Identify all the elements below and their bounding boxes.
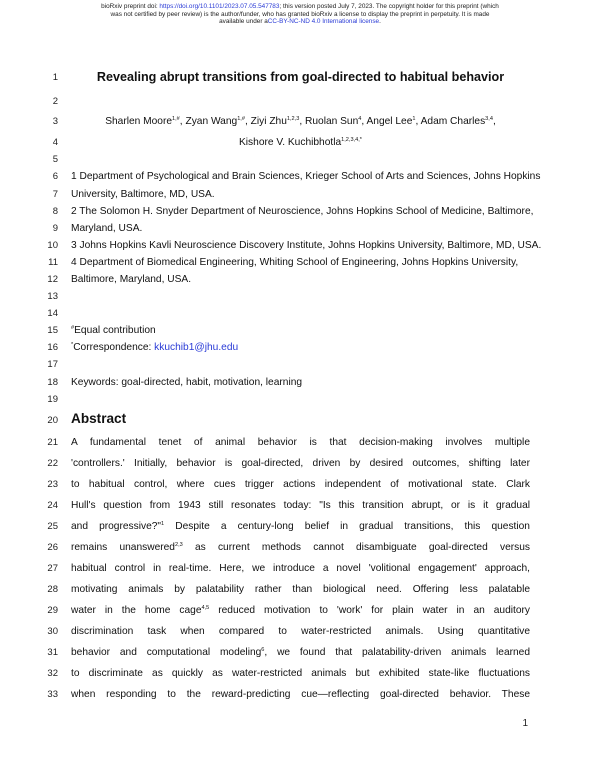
- abstract-line: behavior and computational modeling$^6$, we found that palatability-driven animals learned: [71, 647, 531, 658]
- abstract-line: remains unanswered$^{2,3}$ as current methods cannot disambiguate goal-directed versus: [71, 542, 530, 553]
- abstract-line: 'controllers.' Initially, behavior is goal-directed, driven by desired outcomes, shifting later: [71, 458, 530, 469]
- abstract-line: to discriminate as quickly as water-restricted animals but exhibited state-like fluctuations: [71, 668, 530, 679]
- author-list: [71, 116, 530, 128]
- abstract-line: Hull's question from 1943 still resonates today: "Is this transition abrupt, or is it gradual: [71, 500, 530, 511]
- affiliation-4-line-1: 4 Department of Biomedical Engineering, Whiting School of Engineering, Johns Hopkins University,: [71, 257, 519, 268]
- line-number: 16: [47, 342, 58, 353]
- license-link[interactable]: CC-BY-NC-ND 4.0 International license: [267, 18, 380, 26]
- affiliation-1-line-1: 1 Department of Psychological and Brain Sciences, Krieger School of Arts and Sciences, Johns Hopkins: [71, 171, 541, 182]
- line-number: 6: [52, 171, 58, 182]
- abstract-line: discrimination task when compared to water-restricted animals. Using quantitative: [71, 626, 530, 637]
- line-number: 33: [47, 689, 58, 700]
- line-number: 18: [47, 377, 58, 388]
- line-number: 21: [47, 437, 58, 448]
- line-number: 11: [48, 257, 58, 268]
- line-number: 23: [47, 479, 58, 490]
- line-number: 24: [47, 500, 58, 511]
- line-number: 27: [47, 563, 58, 574]
- doi-link[interactable]: https://doi.org/10.1101/2023.07.05.547783: [159, 3, 280, 10]
- line-number: 31: [47, 647, 58, 658]
- author: Adam Charles$^{3,4}$,: [420, 116, 496, 127]
- author: Ruolan Sun$^4$,: [305, 116, 367, 127]
- abstract-line: habitual control in real-time. Here, we introduce a novel 'volitional engagement' approach,: [71, 563, 530, 574]
- author: Ziyi Zhu$^{1,2,3}$,: [250, 116, 305, 127]
- line-number: 4: [52, 137, 58, 148]
- affiliation-1-line-2: University, Baltimore, MD, USA.: [71, 189, 215, 200]
- citation: 6: [261, 647, 265, 653]
- equal-contribution-note: #Equal contribution: [71, 325, 156, 336]
- abstract-heading: Abstract: [71, 411, 127, 426]
- line-number: 1: [52, 72, 58, 83]
- line-number: 25: [47, 521, 58, 532]
- line-number: 9: [52, 223, 58, 234]
- abstract-line: when responding to the reward-predicting cue—reflecting goal-directed behavior. These: [71, 689, 530, 700]
- abstract-line: A fundamental tenet of animal behavior is that decision-making involves multiple: [71, 437, 530, 448]
- author: Angel Lee$^1$,: [366, 116, 421, 127]
- affiliation-4-line-2: Baltimore, Maryland, USA.: [71, 274, 192, 285]
- line-number: 19: [47, 394, 58, 405]
- line-number: 28: [47, 584, 58, 595]
- author: Zyan Wang$^{1,\#}$,: [185, 116, 251, 127]
- line-number: 7: [52, 189, 58, 200]
- line-number: 15: [47, 325, 58, 336]
- header-line-2: was not certified by peer review) is the author/funder, who has granted bioRxiv a license to display the preprint in perpetuity. It is made: [110, 10, 490, 18]
- author: Sharlen Moore$^{1,\#}$,: [105, 116, 186, 127]
- last-author: Kishore V. Kuchibhotla$^{1,2,3,4,*}$: [239, 137, 362, 148]
- abstract-line: water in the home cage$^{4,5}$ reduced motivation to 'work' for plain water in an auditory: [71, 605, 530, 616]
- line-number: 20: [47, 415, 58, 426]
- header-line-3: available under aCC-BY-NC-ND 4.0 International license.: [219, 18, 381, 26]
- citation: 1: [161, 521, 165, 527]
- line-number: 2: [52, 96, 58, 107]
- line-number: 3: [52, 116, 58, 127]
- line-number: 14: [47, 308, 58, 319]
- paper-title: Revealing abrupt transitions from goal-directed to habitual behavior: [96, 70, 505, 84]
- abstract-line: and progressive?"$^1$ Despite a century-long belief in gradual transitions, this question: [71, 521, 530, 532]
- line-number: 5: [52, 154, 58, 165]
- page-number: 1: [522, 718, 528, 729]
- abstract-line: to habitual control, where cues trigger actions independent of motivational state. Clark: [71, 479, 530, 490]
- line-number: 10: [47, 240, 58, 251]
- correspondence-note: *Correspondence: kkuchib1@jhu.edu: [71, 342, 239, 353]
- citation: 2,3: [174, 542, 183, 548]
- correspondence-email-link[interactable]: kkuchib1@jhu.edu: [154, 342, 239, 353]
- line-number: 12: [47, 274, 58, 285]
- line-number: 29: [47, 605, 58, 616]
- citation: 4,5: [201, 605, 210, 611]
- line-number: 32: [47, 668, 58, 679]
- line-number: 26: [47, 542, 58, 553]
- affiliation-2-line-1: 2 The Solomon H. Snyder Department of Neuroscience, Johns Hopkins School of Medicine, Baltimore,: [71, 206, 534, 217]
- keywords: Keywords: goal-directed, habit, motivation, learning: [71, 377, 303, 388]
- line-number: 17: [47, 359, 58, 370]
- line-number: 30: [47, 626, 58, 637]
- line-number: 8: [52, 206, 58, 217]
- header-line-1: bioRxiv preprint doi: https://doi.org/10.1101/2023.07.05.547783; this version posted July 7, 2023. The copyright holder for this preprint (which: [101, 3, 499, 10]
- line-number: 22: [47, 458, 58, 469]
- abstract-line: motivating animals by palatability rather than biological need. Offering less palatable: [71, 584, 530, 595]
- affiliation-3: 3 Johns Hopkins Kavli Neuroscience Discovery Institute, Johns Hopkins University, Baltimore, MD, USA.: [71, 240, 542, 251]
- line-number: 13: [47, 291, 58, 302]
- preprint-header: [0, 3, 600, 26]
- affiliation-2-line-2: Maryland, USA.: [71, 223, 143, 234]
